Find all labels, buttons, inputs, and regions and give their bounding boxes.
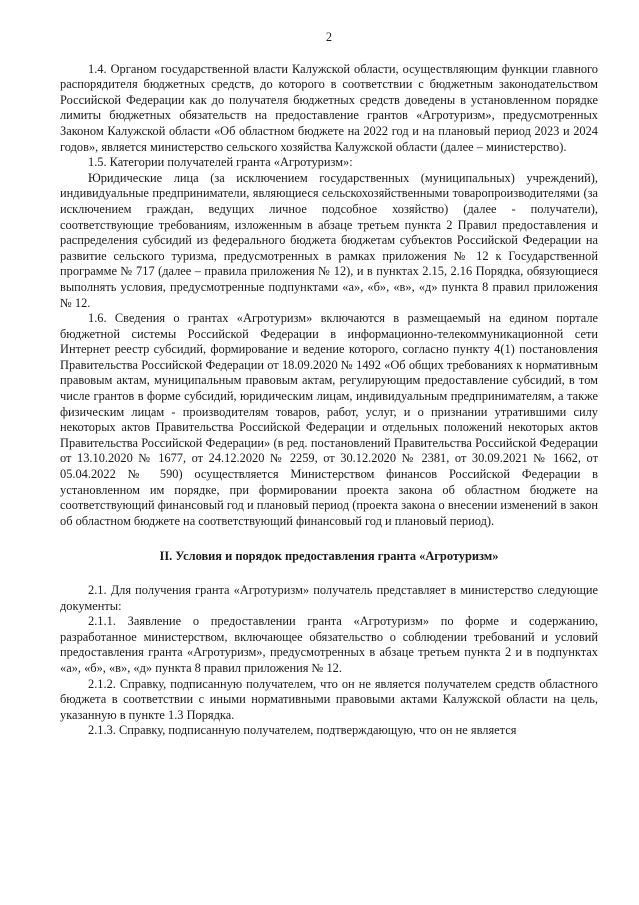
paragraph-2-1-1: 2.1.1. Заявление о предоставлении гранта «Агротуризм» по форме и содержанию, разработанное министерством, включающее обязательство о соблюдении требований и условий предоставления гранта «Агротуризм», предусмотренных в абзаце третьем пункта 2 и в подпунктах «а», «б», «в», «д» пункта 8 правил приложения № 12. — [60, 614, 598, 675]
paragraph-1-5: 1.5. Категории получателей гранта «Агротуризм»: — [88, 155, 353, 170]
paragraph-2-1-2: 2.1.2. Справку, подписанную получателем, что он не является получателем средств областного бюджета в соответствии с иными нормативными правовыми актами Калужской области на цель, указанную в пункте 1.3 Порядка. — [60, 676, 598, 722]
paragraph-2-1: 2.1. Для получения гранта «Агротуризм» получатель представляет в министерство следующие документы: — [60, 583, 598, 613]
section-heading: II. Условия и порядок предоставления гранта «Агротуризм» — [159, 549, 499, 564]
paragraph-recipients: Юридические лица (за исключением государственных (муниципальных) учреждений), индивидуальные предприниматели, являющиеся сельскохозяйственными товаропроизводителями (за исключением граждан, ведущих личное подсобное хозяйство) (далее - получатели), соответствующие требованиям, изложенным в абзаце третьем пункта 2 Правил предоставления и распределения субсидий из федерального бюджета бюджетам субъектов Российской Федерации на развитие сельского туризма, предусмотренных в рамках приложения № 12 к Государственной программе № 717 (далее – правила приложения № 12), и в пунктах 2.15, 2.16 Порядка, обязующиеся выполнять условия, предусмотренные подпунктами «а», «б», «в», «д» пункта 8 правил приложения № 12. — [60, 170, 598, 310]
paragraph-1-6: 1.6. Сведения о грантах «Агротуризм» включаются в размещаемый на едином портале бюджетной системы Российской Федерации в информационно-телекоммуникационной сети Интернет реестр субсидий, формирование и ведение которого, согласно пункту 4(1) постановления Правительства Российской Федерации от 18.09.2020 № 1492 «Об общих требованиях к нормативным правовым актам, муниципальным правовым актам, регулирующим предоставление субсидий, в том числе грантов в форме субсидий, юридическим лицам, индивидуальным предпринимателям, а также физическим лицам - производителям товаров, работ, услуг, и о признании утратившими силу некоторых актов Правительства Российской Федерации и отдельных положений некоторых актов Правительства Российской Федерации» (в ред. постановлений Правительства Российской Федерации от 13.10.2020 № 1677, от 24.12.2020 № 2259, от 30.12.2020 № 2381, от 30.09.2021 № 1662, от 05.04.2022 № 590) осуществляется Министерством финансов Российской Федерации в установленном им порядке, при формировании проекта закона об областном бюджете на соответствующий финансовый год и плановый период (проекта закона о внесении изменений в закон об областном бюджете на соответствующий финансовый год и плановый период). — [60, 311, 598, 528]
paragraph-1-4: 1.4. Органом государственной власти Калужской области, осуществляющим функции главного распорядителя бюджетных средств, до которого в соответствии с бюджетным законодательством Российской Федерации как до получателя бюджетных средств доведены в установленном порядке лимиты бюджетных обязательств на предоставление грантов «Агротуризм», предусмотренных Законом Калужской области «Об областном бюджете на 2022 год и на плановый период 2023 и 2024 годов», является министерство сельского хозяйства Калужской области (далее – министерство). — [60, 61, 598, 154]
paragraph-2-1-3: 2.1.3. Справку, подписанную получателем, подтверждающую, что он не является — [88, 723, 517, 738]
page-number: 2 — [325, 30, 333, 44]
document-page — [60, 30, 598, 739]
